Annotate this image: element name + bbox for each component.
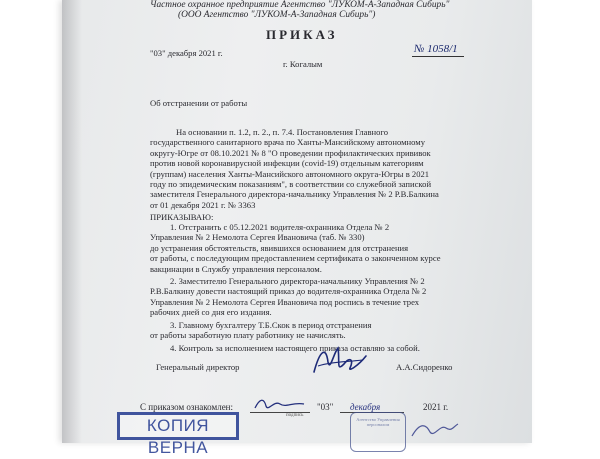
item-line: от работы, с последующим предоставлением сертификата о законченном курсе <box>150 253 441 264</box>
order-item-1 <box>150 222 460 274</box>
signatory-role: Генеральный директор <box>156 362 240 372</box>
order-heading: ПРИКАЗЫВАЮ: <box>150 212 214 222</box>
employee-signature <box>252 396 308 414</box>
preamble-line: заместителя Генерального директора-начальнику Управления № 2 Р.В.Балкина <box>150 189 439 200</box>
item-line: 3. Главному бухгалтеру Т.Б.Скок в период отстранения <box>170 320 372 330</box>
company-header-line2: (ООО Агентство "ЛУКОМ-А-Западная Сибирь") <box>178 10 376 20</box>
company-stamp: Агентство Управления персоналом <box>350 412 406 452</box>
signatory-name: А.А.Сидоренко <box>396 362 453 372</box>
order-item-2 <box>150 276 460 318</box>
item-line: рабочих дней со дня его издания. <box>150 307 272 318</box>
preamble-paragraph <box>150 127 460 210</box>
signature-caption: подпись <box>286 413 304 418</box>
document-title: ПРИКАЗ <box>266 27 338 42</box>
item-line: Управления № 2 Немолота Сергея Ивановича (таб. № 330) <box>150 232 365 243</box>
order-subject: Об отстранении от работы <box>150 98 248 108</box>
order-number-underline <box>412 56 464 57</box>
acknowledgement-label: С приказом ознакомлен: <box>140 402 234 412</box>
preamble-line: году по эпидемическим показаниям", в соответствии со служебной запиской <box>150 179 432 190</box>
company-header-line1: Частное охранное предприятие Агентство "ЛУКОМ-А-Западная Сибирь" <box>150 0 450 10</box>
item-line: вакцинации в Службу управления персоналом. <box>150 263 322 274</box>
order-item-4: 4. Контроль за исполнением настоящего приказа оставляю за собой. <box>170 343 420 353</box>
preamble-line: (группам) населения Ханты-Мансийского автономного округа-Югры в 2021 <box>150 168 430 179</box>
item-line: 1. Отстранить с 05.12.2021 водителя-охранника Отдела № 2 <box>170 222 390 232</box>
page-shadow <box>62 0 82 443</box>
director-signature <box>310 342 372 378</box>
copy-certified-stamp: КОПИЯ ВЕРНА <box>117 412 239 440</box>
preamble-line: На основании п. 1.2, п. 2., п. 7.4. Постановления Главного <box>176 127 389 137</box>
acknowledgement-month: декабря <box>350 402 381 412</box>
preamble-line: округу-Югре от 08.10.2021 № 8 "О проведении профилактических прививок <box>150 147 431 158</box>
acknowledgement-day: "03" <box>317 402 334 412</box>
item-line: Р.В.Балкину довести настоящий приказ до водителя-охранника Отдела № 2 <box>150 286 427 297</box>
order-item-3 <box>150 320 460 341</box>
stamp-signature <box>410 418 460 442</box>
order-number: № 1058/1 <box>414 43 458 55</box>
order-city: г. Когалым <box>283 59 323 69</box>
item-line: от работы заработную плату работнику не начислять. <box>150 330 346 341</box>
order-date: "03" декабря 2021 г. <box>150 48 223 58</box>
acknowledgement-year: 2021 г. <box>423 402 449 412</box>
preamble-line: против новой коронавирусной инфекции (covid-19) отдельным категориям <box>150 158 424 169</box>
preamble-line: от 01 декабря 2021 г. № 3363 <box>150 199 256 210</box>
item-line: до устранения обстоятельств, явившихся основанием для отстранения <box>150 242 409 253</box>
item-line: Управления № 2 Немолота Сергея Ивановича под роспись в течение трех <box>150 296 420 307</box>
preamble-line: государственного санитарного врача по Ханты-Мансийскому автономному <box>150 137 425 148</box>
item-line: 2. Заместителю Генерального директора-начальнику Управления № 2 <box>170 276 425 286</box>
